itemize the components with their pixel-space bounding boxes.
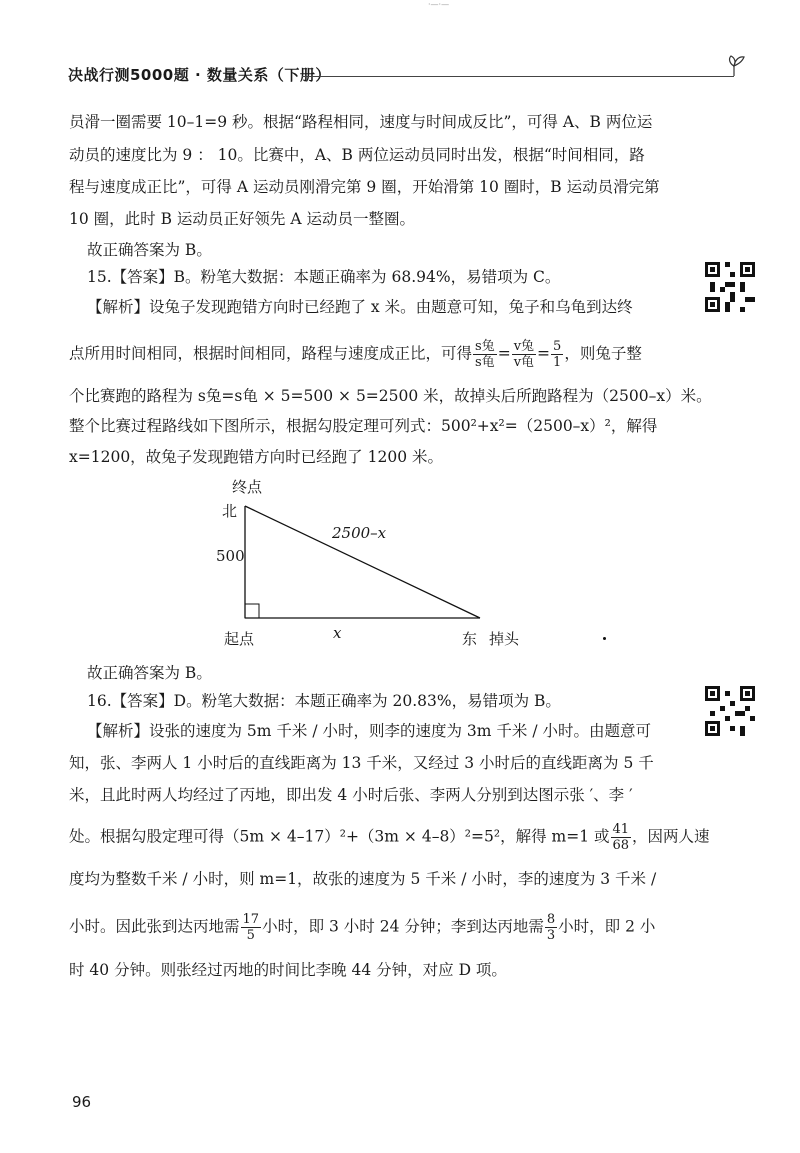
q16-formula-line <box>69 822 710 853</box>
text-fragment: ，因两人速 <box>632 827 710 846</box>
q15-analysis-start: 【解析】设兔子发现跑错方向时已经跑了 x 米。由题意可知，兔子和乌龟到达终 <box>87 298 633 316</box>
text-line: 员滑一圈需要 10–1=9 秒。根据“路程相同，速度与时间成反比”，可得 A、B 两位运 <box>69 113 653 131</box>
text-line: 程与速度成正比”，可得 A 运动员刚滑完第 9 圈，开始滑第 10 圈时，B 运动员滑完第 <box>69 178 660 196</box>
page-number: 96 <box>72 1093 92 1111</box>
fraction-denominator: 1 <box>553 355 562 370</box>
text-line: 整个比赛过程路线如下图所示，根据勾股定理可列式：500²+x²=（2500–x）²，解得 <box>69 417 658 435</box>
right-angle-marker <box>245 604 259 618</box>
hypotenuse <box>245 506 480 618</box>
q16-answer-line: 16.【答案】D。粉笔大数据：本题正确率为 20.83%，易错项为 B。 <box>87 692 561 710</box>
text-fragment: ，则兔子整 <box>564 344 642 363</box>
label-turn-around: 掉头 <box>489 630 520 648</box>
text-fragment: 点所用时间相同，根据时间相同，路程与速度成正比，可得 <box>69 344 473 363</box>
fraction-denominator: v龟 <box>513 355 535 370</box>
fraction-numerator: 8 <box>546 912 556 927</box>
fraction-41-68 <box>611 822 632 853</box>
label-hypotenuse: 2500–x <box>332 524 387 542</box>
q16-analysis-start: 【解析】设张的速度为 5m 千米 / 小时，则李的速度为 3m 千米 / 小时。由题意可 <box>87 722 651 740</box>
label-end-point: 终点 <box>232 478 263 496</box>
text-line: 米，且此时两人均经过了丙地，即出发 4 小时后张、李两人分别到达图示张 ′、李 ′ <box>69 786 633 804</box>
answer-conclusion: 故正确答案为 B。 <box>87 664 212 682</box>
fraction-numerator: s兔 <box>475 339 495 354</box>
right-triangle-diagram <box>230 498 490 622</box>
fraction-numerator: 41 <box>612 822 630 837</box>
label-x: x <box>333 624 342 642</box>
fraction-8-3 <box>545 912 557 943</box>
fraction-denominator: 5 <box>246 928 255 943</box>
label-start-point: 起点 <box>224 630 255 648</box>
top-scan-mark: ·—·— <box>428 0 450 9</box>
label-north: 北 <box>222 502 238 520</box>
equals-sign: = <box>537 344 551 363</box>
sprout-icon <box>728 52 758 78</box>
text-line: x=1200，故兔子发现跑错方向时已经跑了 1200 米。 <box>69 448 443 466</box>
q15-formula-line <box>69 339 642 370</box>
qr-code-icon[interactable] <box>705 686 755 736</box>
answer-conclusion: 故正确答案为 B。 <box>87 241 212 259</box>
text-line: 个比赛跑的路程为 s兔=s龟 × 5=500 × 5=2500 米，故掉头后所跑路程为（2500–x）米。 <box>69 387 712 405</box>
fraction-numerator: v兔 <box>513 339 535 354</box>
q16-time-line <box>69 912 655 943</box>
fraction-17-5 <box>241 912 262 943</box>
stray-dot <box>603 637 606 640</box>
equals-sign: = <box>497 344 511 363</box>
fraction-v <box>512 339 536 370</box>
running-header-title: 决战行测5000题 · 数量关系（下册） <box>68 66 331 84</box>
text-line: 动员的速度比为 9 ： 10。比赛中，A、B 两位运动员同时出发，根据“时间相同，路 <box>69 146 645 164</box>
label-east: 东 <box>462 630 478 648</box>
text-line: 时 40 分钟。则张经过丙地的时间比李晚 44 分钟，对应 D 项。 <box>69 961 507 979</box>
fraction-denominator: s龟 <box>475 355 495 370</box>
fraction-numerator: 5 <box>553 339 562 354</box>
header-rule <box>302 76 734 77</box>
fraction-s <box>473 339 497 370</box>
text-line: 知，张、李两人 1 小时后的直线距离为 13 千米，又经过 3 小时后的直线距离为 5 千 <box>69 754 654 772</box>
text-line: 度均为整数千米 / 小时，则 m=1，故张的速度为 5 千米 / 小时，李的速度为 3 千米 / <box>69 870 657 888</box>
fraction-denominator: 3 <box>546 928 556 943</box>
fraction-ratio <box>551 339 563 370</box>
q15-answer-line: 15.【答案】B。粉笔大数据：本题正确率为 68.94%，易错项为 C。 <box>87 268 561 286</box>
text-fragment: 小时，即 2 小 <box>558 917 656 936</box>
fraction-numerator: 17 <box>242 912 260 927</box>
fraction-denominator: 68 <box>612 838 630 853</box>
label-500: 500 <box>216 547 245 565</box>
text-line: 10 圈，此时 B 运动员正好领先 A 运动员一整圈。 <box>69 210 415 228</box>
text-fragment: 小时，即 3 小时 24 分钟；李到达丙地需 <box>262 917 544 936</box>
text-fragment: 小时。因此张到达丙地需 <box>69 917 240 936</box>
qr-code-icon[interactable] <box>705 262 755 312</box>
text-fragment: 处。根据勾股定理可得（5m × 4–17）²+（3m × 4–8）²=5²，解得 m=1 或 <box>69 827 610 846</box>
